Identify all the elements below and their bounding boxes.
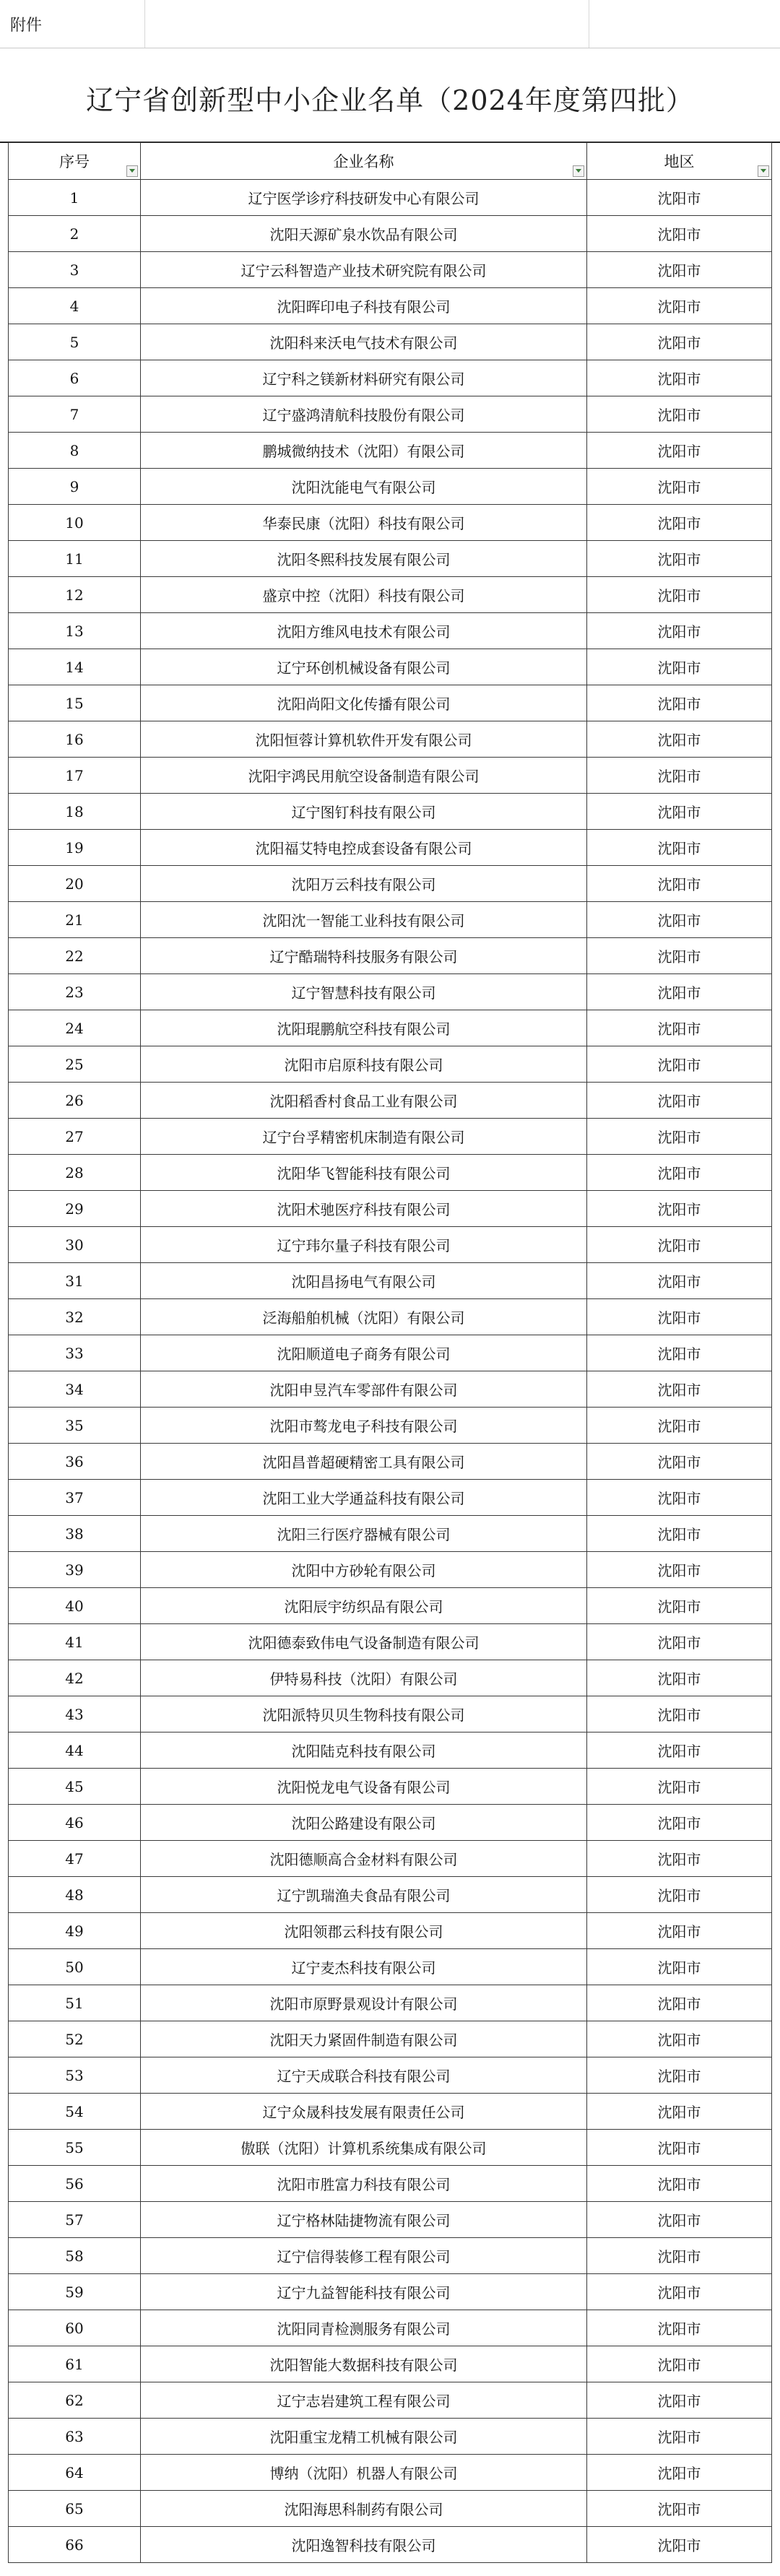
cell-area[interactable]: 沈阳市 bbox=[587, 541, 772, 577]
cell-no[interactable]: 54 bbox=[9, 2094, 141, 2130]
cell-area[interactable]: 沈阳市 bbox=[587, 1769, 772, 1805]
cell-area[interactable]: 沈阳市 bbox=[587, 613, 772, 649]
cell-area[interactable]: 沈阳市 bbox=[587, 2527, 772, 2563]
cell-no[interactable]: 27 bbox=[9, 1119, 141, 1155]
cell-company-name[interactable]: 沈阳市启原科技有限公司 bbox=[141, 1046, 587, 1083]
table-row bbox=[9, 2166, 772, 2202]
table-row bbox=[9, 1805, 772, 1841]
cell-no[interactable]: 7 bbox=[9, 396, 141, 433]
table-row bbox=[9, 938, 772, 974]
cell-company-name[interactable]: 沈阳工业大学通益科技有限公司 bbox=[141, 1480, 587, 1516]
cell-area[interactable]: 沈阳市 bbox=[587, 2202, 772, 2238]
cell-no[interactable]: 48 bbox=[9, 1877, 141, 1913]
header-no[interactable] bbox=[9, 143, 141, 180]
cell-area[interactable]: 沈阳市 bbox=[587, 1263, 772, 1299]
cell-area[interactable]: 沈阳市 bbox=[587, 1552, 772, 1588]
table-row bbox=[9, 1444, 772, 1480]
cell-company-name[interactable]: 辽宁格林陆捷物流有限公司 bbox=[141, 2202, 587, 2238]
header-name[interactable] bbox=[141, 143, 587, 180]
cell-company-name[interactable]: 沈阳尚阳文化传播有限公司 bbox=[141, 685, 587, 721]
cell-company-name[interactable]: 辽宁天成联合科技有限公司 bbox=[141, 2057, 587, 2094]
table-row bbox=[9, 1046, 772, 1083]
cell-no[interactable]: 3 bbox=[9, 252, 141, 288]
table-row bbox=[9, 2419, 772, 2455]
cell-no[interactable]: 18 bbox=[9, 794, 141, 830]
table-row bbox=[9, 2527, 772, 2563]
cell-area[interactable]: 沈阳市 bbox=[587, 1913, 772, 1949]
cell-area[interactable]: 沈阳市 bbox=[587, 2130, 772, 2166]
cell-c1[interactable] bbox=[589, 0, 780, 48]
cell-no[interactable]: 8 bbox=[9, 433, 141, 469]
table-body bbox=[9, 180, 772, 2563]
cell-area[interactable]: 沈阳市 bbox=[587, 433, 772, 469]
table-row bbox=[9, 866, 772, 902]
cell-company-name[interactable]: 沈阳科来沃电气技术有限公司 bbox=[141, 324, 587, 360]
cell-area[interactable]: 沈阳市 bbox=[587, 1155, 772, 1191]
cell-area[interactable]: 沈阳市 bbox=[587, 1624, 772, 1660]
table-row bbox=[9, 1841, 772, 1877]
cell-no[interactable]: 15 bbox=[9, 685, 141, 721]
table-row bbox=[9, 1913, 772, 1949]
table-row bbox=[9, 1949, 772, 1985]
table-row bbox=[9, 1371, 772, 1408]
cell-no[interactable]: 30 bbox=[9, 1227, 141, 1263]
cell-company-name[interactable]: 沈阳辰宇纺织品有限公司 bbox=[141, 1588, 587, 1624]
cell-company-name[interactable]: 沈阳华飞智能科技有限公司 bbox=[141, 1155, 587, 1191]
table-row bbox=[9, 1480, 772, 1516]
cell-no[interactable]: 36 bbox=[9, 1444, 141, 1480]
cell-area[interactable]: 沈阳市 bbox=[587, 938, 772, 974]
cell-no[interactable]: 42 bbox=[9, 1660, 141, 1696]
cell-company-name[interactable]: 辽宁图钉科技有限公司 bbox=[141, 794, 587, 830]
cell-company-name[interactable]: 辽宁智慧科技有限公司 bbox=[141, 974, 587, 1010]
cell-no[interactable]: 33 bbox=[9, 1335, 141, 1371]
page-title: 辽宁省创新型中小企业名单（2024年度第四批） bbox=[86, 84, 694, 116]
cell-company-name[interactable]: 沈阳宇鸿民用航空设备制造有限公司 bbox=[141, 758, 587, 794]
company-table bbox=[8, 142, 772, 2563]
table-row bbox=[9, 1660, 772, 1696]
cell-no[interactable]: 64 bbox=[9, 2455, 141, 2491]
table-row bbox=[9, 685, 772, 721]
cell-company-name[interactable]: 沈阳冬熙科技发展有限公司 bbox=[141, 541, 587, 577]
table-row bbox=[9, 1769, 772, 1805]
cell-area[interactable]: 沈阳市 bbox=[587, 1985, 772, 2021]
cell-no[interactable]: 40 bbox=[9, 1588, 141, 1624]
table-row bbox=[9, 758, 772, 794]
cell-company-name[interactable]: 沈阳恒蓉计算机软件开发有限公司 bbox=[141, 721, 587, 758]
table-row bbox=[9, 541, 772, 577]
cell-company-name[interactable]: 沈阳陆克科技有限公司 bbox=[141, 1732, 587, 1769]
cell-area[interactable]: 沈阳市 bbox=[587, 396, 772, 433]
table-row bbox=[9, 1010, 772, 1046]
cell-area[interactable]: 沈阳市 bbox=[587, 974, 772, 1010]
table-row bbox=[9, 794, 772, 830]
cell-company-name[interactable]: 沈阳重宝龙精工机械有限公司 bbox=[141, 2419, 587, 2455]
table-row bbox=[9, 1732, 772, 1769]
cell-company-name[interactable]: 沈阳市胜富力科技有限公司 bbox=[141, 2166, 587, 2202]
cell-no[interactable]: 47 bbox=[9, 1841, 141, 1877]
cell-area[interactable]: 沈阳市 bbox=[587, 2166, 772, 2202]
cell-area[interactable]: 沈阳市 bbox=[587, 794, 772, 830]
cell-no[interactable]: 37 bbox=[9, 1480, 141, 1516]
table-row bbox=[9, 1624, 772, 1660]
cell-no[interactable]: 19 bbox=[9, 830, 141, 866]
cell-no[interactable]: 17 bbox=[9, 758, 141, 794]
cell-no[interactable]: 20 bbox=[9, 866, 141, 902]
cell-no[interactable]: 55 bbox=[9, 2130, 141, 2166]
cell-no[interactable]: 16 bbox=[9, 721, 141, 758]
cell-company-name[interactable]: 辽宁众晟科技发展有限责任公司 bbox=[141, 2094, 587, 2130]
cell-company-name[interactable]: 沈阳市骜龙电子科技有限公司 bbox=[141, 1408, 587, 1444]
cell-company-name[interactable]: 辽宁台孚精密机床制造有限公司 bbox=[141, 1119, 587, 1155]
cell-area[interactable]: 沈阳市 bbox=[587, 649, 772, 685]
cell-no[interactable]: 31 bbox=[9, 1263, 141, 1299]
table-row bbox=[9, 1299, 772, 1335]
cell-no[interactable]: 51 bbox=[9, 1985, 141, 2021]
table-row bbox=[9, 1552, 772, 1588]
table-row bbox=[9, 613, 772, 649]
title-row bbox=[0, 48, 780, 143]
cell-company-name[interactable]: 辽宁信得装修工程有限公司 bbox=[141, 2238, 587, 2274]
cell-no[interactable]: 12 bbox=[9, 577, 141, 613]
table-row bbox=[9, 1588, 772, 1624]
cell-company-name[interactable]: 沈阳昌普超硬精密工具有限公司 bbox=[141, 1444, 587, 1480]
table-row bbox=[9, 252, 772, 288]
cell-area[interactable]: 沈阳市 bbox=[587, 1660, 772, 1696]
table-row bbox=[9, 1191, 772, 1227]
cell-no[interactable]: 14 bbox=[9, 649, 141, 685]
cell-company-name[interactable]: 沈阳顺道电子商务有限公司 bbox=[141, 1335, 587, 1371]
table-row bbox=[9, 830, 772, 866]
cell-area[interactable]: 沈阳市 bbox=[587, 1516, 772, 1552]
table-row bbox=[9, 2310, 772, 2346]
cell-area[interactable]: 沈阳市 bbox=[587, 577, 772, 613]
cell-area[interactable]: 沈阳市 bbox=[587, 1335, 772, 1371]
cell-area[interactable]: 沈阳市 bbox=[587, 1227, 772, 1263]
cell-area[interactable]: 沈阳市 bbox=[587, 1696, 772, 1732]
header-name-label: 企业名称 bbox=[333, 153, 394, 170]
cell-no[interactable]: 60 bbox=[9, 2310, 141, 2346]
cell-company-name[interactable]: 傲联（沈阳）计算机系统集成有限公司 bbox=[141, 2130, 587, 2166]
cell-company-name[interactable]: 沈阳派特贝贝生物科技有限公司 bbox=[141, 1696, 587, 1732]
cell-area[interactable]: 沈阳市 bbox=[587, 830, 772, 866]
cell-no[interactable]: 43 bbox=[9, 1696, 141, 1732]
cell-area[interactable]: 沈阳市 bbox=[587, 2419, 772, 2455]
cell-area[interactable]: 沈阳市 bbox=[587, 2382, 772, 2419]
table-row bbox=[9, 2346, 772, 2382]
cell-company-name[interactable]: 辽宁科之镁新材料研究有限公司 bbox=[141, 360, 587, 396]
table-row bbox=[9, 2094, 772, 2130]
cell-area[interactable]: 沈阳市 bbox=[587, 1444, 772, 1480]
table-row bbox=[9, 180, 772, 216]
cell-area[interactable]: 沈阳市 bbox=[587, 758, 772, 794]
cell-no[interactable]: 65 bbox=[9, 2491, 141, 2527]
cell-no[interactable]: 28 bbox=[9, 1155, 141, 1191]
table-row bbox=[9, 974, 772, 1010]
cell-company-name[interactable]: 华泰民康（沈阳）科技有限公司 bbox=[141, 505, 587, 541]
filter-dropdown-icon[interactable] bbox=[573, 165, 584, 177]
table-row bbox=[9, 2455, 772, 2491]
cell-area[interactable]: 沈阳市 bbox=[587, 866, 772, 902]
cell-company-name[interactable]: 辽宁志岩建筑工程有限公司 bbox=[141, 2382, 587, 2419]
cell-company-name[interactable]: 沈阳稻香村食品工业有限公司 bbox=[141, 1083, 587, 1119]
cell-no[interactable]: 4 bbox=[9, 288, 141, 324]
cell-company-name[interactable]: 沈阳天源矿泉水饮品有限公司 bbox=[141, 216, 587, 252]
cell-no[interactable]: 53 bbox=[9, 2057, 141, 2094]
cell-no[interactable]: 34 bbox=[9, 1371, 141, 1408]
cell-area[interactable]: 沈阳市 bbox=[587, 2274, 772, 2310]
attachment-label: 附件 bbox=[10, 17, 43, 35]
cell-company-name[interactable]: 伊特易科技（沈阳）有限公司 bbox=[141, 1660, 587, 1696]
cell-no[interactable]: 21 bbox=[9, 902, 141, 938]
cell-company-name[interactable]: 沈阳海思科制药有限公司 bbox=[141, 2491, 587, 2527]
cell-area[interactable]: 沈阳市 bbox=[587, 1877, 772, 1913]
cell-area[interactable]: 沈阳市 bbox=[587, 288, 772, 324]
cell-no[interactable]: 58 bbox=[9, 2238, 141, 2274]
cell-no[interactable]: 39 bbox=[9, 1552, 141, 1588]
cell-company-name[interactable]: 沈阳智能大数据科技有限公司 bbox=[141, 2346, 587, 2382]
cell-area[interactable]: 沈阳市 bbox=[587, 252, 772, 288]
cell-company-name[interactable]: 沈阳术驰医疗科技有限公司 bbox=[141, 1191, 587, 1227]
table-row bbox=[9, 1227, 772, 1263]
cell-b1[interactable] bbox=[144, 0, 589, 48]
table-row bbox=[9, 1083, 772, 1119]
cell-no[interactable]: 38 bbox=[9, 1516, 141, 1552]
header-grid-row bbox=[0, 0, 780, 48]
cell-company-name[interactable]: 鹏城微纳技术（沈阳）有限公司 bbox=[141, 433, 587, 469]
table-row bbox=[9, 324, 772, 360]
table-row bbox=[9, 649, 772, 685]
table-row bbox=[9, 721, 772, 758]
cell-no[interactable]: 10 bbox=[9, 505, 141, 541]
table-row bbox=[9, 1696, 772, 1732]
cell-no[interactable]: 62 bbox=[9, 2382, 141, 2419]
cell-no[interactable]: 25 bbox=[9, 1046, 141, 1083]
table-row bbox=[9, 505, 772, 541]
cell-area[interactable]: 沈阳市 bbox=[587, 1119, 772, 1155]
cell-area[interactable]: 沈阳市 bbox=[587, 1299, 772, 1335]
cell-area[interactable]: 沈阳市 bbox=[587, 2238, 772, 2274]
cell-company-name[interactable]: 辽宁九益智能科技有限公司 bbox=[141, 2274, 587, 2310]
header-no-label: 序号 bbox=[59, 153, 90, 170]
cell-company-name[interactable]: 沈阳领郡云科技有限公司 bbox=[141, 1913, 587, 1949]
cell-area[interactable]: 沈阳市 bbox=[587, 469, 772, 505]
cell-company-name[interactable]: 沈阳福艾特电控成套设备有限公司 bbox=[141, 830, 587, 866]
cell-no[interactable]: 23 bbox=[9, 974, 141, 1010]
cell-area[interactable]: 沈阳市 bbox=[587, 2094, 772, 2130]
table-row bbox=[9, 2382, 772, 2419]
cell-no[interactable]: 35 bbox=[9, 1408, 141, 1444]
cell-area[interactable]: 沈阳市 bbox=[587, 180, 772, 216]
cell-area[interactable]: 沈阳市 bbox=[587, 1949, 772, 1985]
cell-company-name[interactable]: 沈阳沈一智能工业科技有限公司 bbox=[141, 902, 587, 938]
table-row bbox=[9, 2057, 772, 2094]
cell-no[interactable]: 59 bbox=[9, 2274, 141, 2310]
cell-no[interactable]: 1 bbox=[9, 180, 141, 216]
table-row bbox=[9, 2238, 772, 2274]
cell-company-name[interactable]: 沈阳三行医疗器械有限公司 bbox=[141, 1516, 587, 1552]
table-row bbox=[9, 2202, 772, 2238]
cell-company-name[interactable]: 辽宁凯瑞渔夫食品有限公司 bbox=[141, 1877, 587, 1913]
cell-area[interactable]: 沈阳市 bbox=[587, 1191, 772, 1227]
table-row bbox=[9, 2130, 772, 2166]
cell-no[interactable]: 49 bbox=[9, 1913, 141, 1949]
cell-area[interactable]: 沈阳市 bbox=[587, 2310, 772, 2346]
table-row bbox=[9, 288, 772, 324]
filter-dropdown-icon[interactable] bbox=[126, 165, 138, 177]
cell-company-name[interactable]: 盛京中控（沈阳）科技有限公司 bbox=[141, 577, 587, 613]
cell-no[interactable]: 44 bbox=[9, 1732, 141, 1769]
cell-company-name[interactable]: 沈阳德泰致伟电气设备制造有限公司 bbox=[141, 1624, 587, 1660]
cell-company-name[interactable]: 沈阳悦龙电气设备有限公司 bbox=[141, 1769, 587, 1805]
cell-no[interactable]: 11 bbox=[9, 541, 141, 577]
cell-company-name[interactable]: 沈阳万云科技有限公司 bbox=[141, 866, 587, 902]
cell-company-name[interactable]: 沈阳琨鹏航空科技有限公司 bbox=[141, 1010, 587, 1046]
cell-no[interactable]: 22 bbox=[9, 938, 141, 974]
cell-no[interactable]: 32 bbox=[9, 1299, 141, 1335]
cell-no[interactable]: 46 bbox=[9, 1805, 141, 1841]
cell-company-name[interactable]: 沈阳同青检测服务有限公司 bbox=[141, 2310, 587, 2346]
table-row bbox=[9, 396, 772, 433]
table-row bbox=[9, 902, 772, 938]
cell-company-name[interactable]: 辽宁玮尔量子科技有限公司 bbox=[141, 1227, 587, 1263]
cell-no[interactable]: 61 bbox=[9, 2346, 141, 2382]
cell-company-name[interactable]: 沈阳晖印电子科技有限公司 bbox=[141, 288, 587, 324]
cell-area[interactable]: 沈阳市 bbox=[587, 505, 772, 541]
table-row bbox=[9, 1985, 772, 2021]
table-row bbox=[9, 1516, 772, 1552]
cell-area[interactable]: 沈阳市 bbox=[587, 1732, 772, 1769]
cell-company-name[interactable]: 泛海船舶机械（沈阳）有限公司 bbox=[141, 1299, 587, 1335]
table-row bbox=[9, 1335, 772, 1371]
cell-no[interactable]: 9 bbox=[9, 469, 141, 505]
header-area-label: 地区 bbox=[664, 153, 695, 170]
cell-area[interactable]: 沈阳市 bbox=[587, 2455, 772, 2491]
cell-no[interactable]: 52 bbox=[9, 2021, 141, 2057]
cell-company-name[interactable]: 沈阳天力紧固件制造有限公司 bbox=[141, 2021, 587, 2057]
cell-company-name[interactable]: 沈阳德顺高合金材料有限公司 bbox=[141, 1841, 587, 1877]
cell-no[interactable]: 41 bbox=[9, 1624, 141, 1660]
cell-no[interactable]: 24 bbox=[9, 1010, 141, 1046]
table-row bbox=[9, 1877, 772, 1913]
cell-company-name[interactable]: 沈阳逸智科技有限公司 bbox=[141, 2527, 587, 2563]
table-row bbox=[9, 469, 772, 505]
cell-area[interactable]: 沈阳市 bbox=[587, 685, 772, 721]
cell-area[interactable]: 沈阳市 bbox=[587, 1371, 772, 1408]
table-row bbox=[9, 1408, 772, 1444]
cell-no[interactable]: 66 bbox=[9, 2527, 141, 2563]
table-row bbox=[9, 433, 772, 469]
cell-company-name[interactable]: 辽宁医学诊疗科技研发中心有限公司 bbox=[141, 180, 587, 216]
table-row bbox=[9, 2274, 772, 2310]
cell-area[interactable]: 沈阳市 bbox=[587, 902, 772, 938]
cell-area[interactable]: 沈阳市 bbox=[587, 360, 772, 396]
cell-no[interactable]: 6 bbox=[9, 360, 141, 396]
cell-company-name[interactable]: 沈阳沈能电气有限公司 bbox=[141, 469, 587, 505]
cell-area[interactable]: 沈阳市 bbox=[587, 2057, 772, 2094]
cell-area[interactable]: 沈阳市 bbox=[587, 1408, 772, 1444]
table-header-row bbox=[9, 143, 772, 180]
cell-no[interactable]: 45 bbox=[9, 1769, 141, 1805]
table-row bbox=[9, 2021, 772, 2057]
cell-area[interactable]: 沈阳市 bbox=[587, 1083, 772, 1119]
cell-no[interactable]: 50 bbox=[9, 1949, 141, 1985]
cell-no[interactable]: 29 bbox=[9, 1191, 141, 1227]
cell-no[interactable]: 5 bbox=[9, 324, 141, 360]
cell-company-name[interactable]: 辽宁云科智造产业技术研究院有限公司 bbox=[141, 252, 587, 288]
cell-no[interactable]: 57 bbox=[9, 2202, 141, 2238]
cell-area[interactable]: 沈阳市 bbox=[587, 2346, 772, 2382]
cell-company-name[interactable]: 沈阳中方砂轮有限公司 bbox=[141, 1552, 587, 1588]
cell-area[interactable]: 沈阳市 bbox=[587, 216, 772, 252]
cell-area[interactable]: 沈阳市 bbox=[587, 1841, 772, 1877]
table-row bbox=[9, 2491, 772, 2527]
cell-area[interactable]: 沈阳市 bbox=[587, 324, 772, 360]
cell-company-name[interactable]: 辽宁环创机械设备有限公司 bbox=[141, 649, 587, 685]
cell-area[interactable]: 沈阳市 bbox=[587, 1588, 772, 1624]
header-area[interactable] bbox=[587, 143, 772, 180]
cell-company-name[interactable]: 辽宁麦杰科技有限公司 bbox=[141, 1949, 587, 1985]
table-row bbox=[9, 216, 772, 252]
cell-area[interactable]: 沈阳市 bbox=[587, 1805, 772, 1841]
table-row bbox=[9, 1119, 772, 1155]
table-row bbox=[9, 577, 772, 613]
table-row bbox=[9, 360, 772, 396]
cell-area[interactable]: 沈阳市 bbox=[587, 721, 772, 758]
cell-no[interactable]: 63 bbox=[9, 2419, 141, 2455]
cell-company-name[interactable]: 沈阳公路建设有限公司 bbox=[141, 1805, 587, 1841]
cell-no[interactable]: 26 bbox=[9, 1083, 141, 1119]
cell-no[interactable]: 56 bbox=[9, 2166, 141, 2202]
filter-dropdown-icon[interactable] bbox=[758, 165, 769, 177]
cell-company-name[interactable]: 博纳（沈阳）机器人有限公司 bbox=[141, 2455, 587, 2491]
cell-area[interactable]: 沈阳市 bbox=[587, 1046, 772, 1083]
cell-company-name[interactable]: 沈阳方维风电技术有限公司 bbox=[141, 613, 587, 649]
cell-area[interactable]: 沈阳市 bbox=[587, 2491, 772, 2527]
cell-no[interactable]: 2 bbox=[9, 216, 141, 252]
cell-company-name[interactable]: 沈阳昌扬电气有限公司 bbox=[141, 1263, 587, 1299]
cell-company-name[interactable]: 沈阳市原野景观设计有限公司 bbox=[141, 1985, 587, 2021]
cell-company-name[interactable]: 沈阳申昱汽车零部件有限公司 bbox=[141, 1371, 587, 1408]
cell-area[interactable]: 沈阳市 bbox=[587, 2021, 772, 2057]
cell-area[interactable]: 沈阳市 bbox=[587, 1010, 772, 1046]
cell-no[interactable]: 13 bbox=[9, 613, 141, 649]
cell-company-name[interactable]: 辽宁盛鸿清航科技股份有限公司 bbox=[141, 396, 587, 433]
cell-company-name[interactable]: 辽宁酷瑞特科技服务有限公司 bbox=[141, 938, 587, 974]
cell-area[interactable]: 沈阳市 bbox=[587, 1480, 772, 1516]
table-row bbox=[9, 1263, 772, 1299]
table-row bbox=[9, 1155, 772, 1191]
